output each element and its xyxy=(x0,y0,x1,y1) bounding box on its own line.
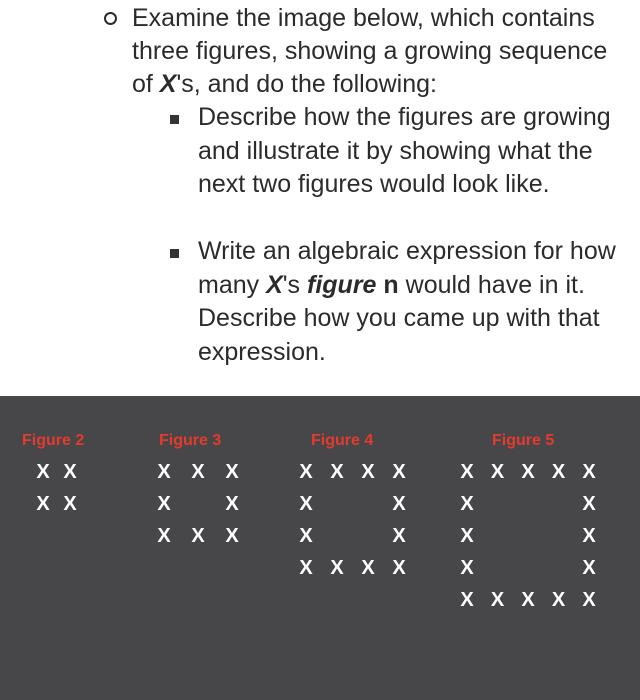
figure-3-x-mark: X xyxy=(157,493,171,515)
figure-5-x-mark: X xyxy=(460,557,474,579)
figure-4-x-mark: X xyxy=(361,461,375,483)
task-2-n-variable: n xyxy=(383,270,399,299)
figure-3-x-mark: X xyxy=(225,525,239,547)
figure-4-x-mark: X xyxy=(299,557,313,579)
figure-5-x-mark: X xyxy=(582,557,596,579)
square-bullet-icon xyxy=(170,115,179,124)
figure-3-x-mark: X xyxy=(225,493,239,515)
task-2-part2: 's xyxy=(282,270,307,299)
figure-5-x-mark: X xyxy=(551,589,566,611)
figure-4-x-mark: X xyxy=(330,461,344,483)
figure-2-x-mark: X xyxy=(36,461,50,483)
figure-4-x-mark: X xyxy=(299,525,313,547)
task-2-x-symbol: X xyxy=(266,270,283,299)
figure-2-x-mark: X xyxy=(36,493,50,515)
figure-5-x-mark: X xyxy=(460,461,474,483)
figure-4-label: Figure 4 xyxy=(311,432,374,449)
figure-4-x-mark: X xyxy=(392,557,406,579)
intro-x-symbol: X xyxy=(159,70,177,98)
task-2-part3: would have in it. Describe how you came up with that expression. xyxy=(198,270,600,366)
figure-4-x-mark: X xyxy=(330,557,344,579)
task-2-text xyxy=(198,235,630,369)
figure-3-x-mark: X xyxy=(157,525,171,547)
task-2-figure-word: figure xyxy=(307,270,377,299)
task-1-text: Describe how the figures are growing and illustrate it by showing what the next two figures would look like. xyxy=(198,103,611,198)
figure-5-x-mark: X xyxy=(521,589,535,611)
figure-5-x-mark: X xyxy=(582,461,596,483)
figure-4-x-mark: X xyxy=(392,525,406,547)
intro-text xyxy=(132,2,632,101)
figure-3-x-mark: X xyxy=(191,525,205,547)
figure-3-x-mark: X xyxy=(191,461,205,483)
figure-4-x-mark: X xyxy=(299,461,313,483)
figure-5-x-mark: X xyxy=(582,589,596,611)
figure-4-x-mark: X xyxy=(392,461,406,483)
figure-5-x-mark: X xyxy=(460,493,474,515)
figure-4-x-mark: X xyxy=(361,557,375,579)
figure-2-x-mark: X xyxy=(63,493,77,515)
figure-5-x-mark: X xyxy=(582,525,596,547)
figure-5-x-mark: X xyxy=(460,525,474,547)
figure-5-x-mark: X xyxy=(521,461,535,483)
figure-5-x-mark: X xyxy=(551,461,566,483)
intro-after: 's, and do the following: xyxy=(176,70,437,98)
circle-bullet-icon xyxy=(104,12,117,25)
task-2-part1: Write an algebraic expression for how many xyxy=(198,237,616,299)
figure-3-x-mark: X xyxy=(225,461,239,483)
intro-before: Examine the image below, which contains three figures, showing a growing sequence of xyxy=(132,4,608,98)
figure-3-x-mark: X xyxy=(157,461,171,483)
figure-4-x-mark: X xyxy=(299,493,313,515)
figure-2-x-mark: X xyxy=(63,461,77,483)
figure-5-x-mark: X xyxy=(490,589,505,611)
figure-4-x-mark: X xyxy=(392,493,406,515)
figure-5-x-mark: X xyxy=(490,461,505,483)
figure-5-x-mark: X xyxy=(582,493,596,515)
figure-5-x-mark: X xyxy=(460,589,474,611)
square-bullet-icon xyxy=(170,249,179,258)
figure-2-label: Figure 2 xyxy=(22,432,85,449)
figure-5-label: Figure 5 xyxy=(492,432,555,449)
figure-3-label: Figure 3 xyxy=(159,432,222,449)
